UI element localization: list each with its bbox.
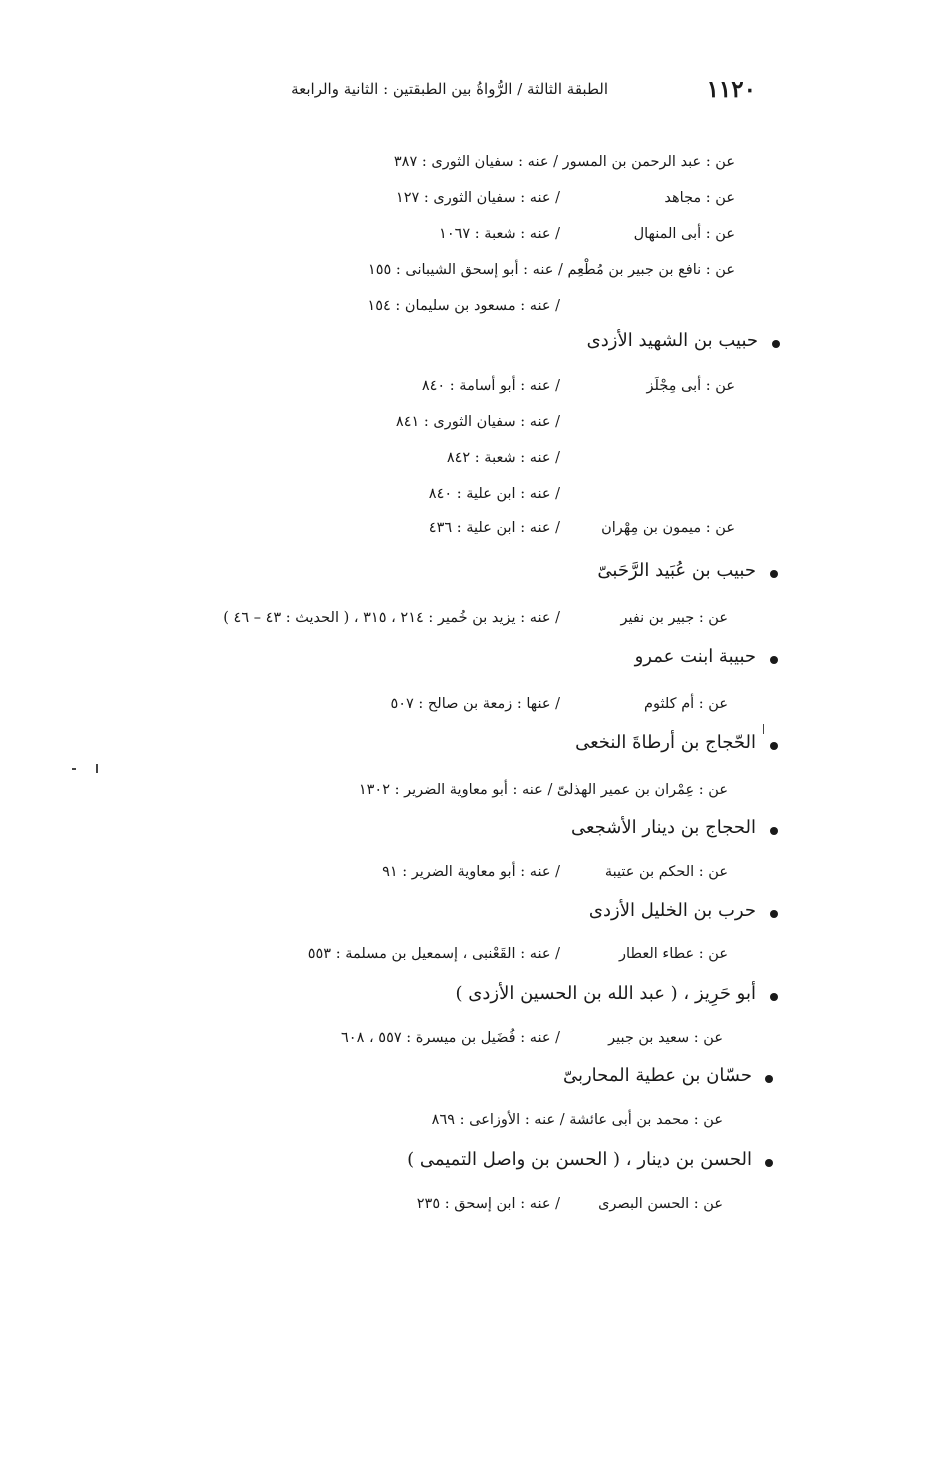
entry-row-to: / عنه : يزيد بن خُمير : ٢١٤ ، ٣١٥ ، ( الحديث : ٤٣ – ٤٦ ): [223, 610, 560, 626]
entry-heading: الحّجاج بن أرطاةَ النخعى: [575, 732, 756, 753]
entry-heading: حبيب بن الشهيد الأزدى: [586, 330, 758, 351]
entry-row-from: عن : الحسن البصرى: [598, 1196, 723, 1212]
entry-heading: حسّان بن عطية المحاربىّ: [562, 1065, 752, 1086]
entry-row-from: عن : مجاهد: [664, 190, 735, 206]
entry-bullet: [772, 340, 780, 348]
entry-heading: حرب بن الخليل الأزدى: [588, 900, 756, 921]
entry-row-to: / عنه : القَعْنبى ، إسمعيل بن مسلمة : ٥٥٣: [307, 946, 560, 962]
scan-mark: [96, 764, 98, 773]
entry-row-to: / عنه : مسعود بن سليمان : ١٥٤: [367, 298, 560, 314]
page-number: ١١٢٠: [706, 76, 756, 103]
entry-bullet: [770, 827, 778, 835]
entry-heading: الحسن بن دينار ، ( الحسن بن واصل التميمى ): [407, 1149, 752, 1170]
entry-row-to: / عنه : ابن علية : ٨٤٠: [428, 486, 560, 502]
entry-row-to: / عنه : سفيان الثورى : ١٢٧: [395, 190, 560, 206]
entry-row-from: عن : الحكم بن عتيبة: [604, 864, 728, 880]
entry-bullet: [765, 1075, 773, 1083]
entry-row-from: عن : جبير بن نفير: [620, 610, 728, 626]
entry-bullet: [770, 570, 778, 578]
entry-bullet: [770, 910, 778, 918]
running-header-title: الطبقة الثالثة / الرُّواةُ بين الطبقتين : الثانية والرابعة: [291, 80, 608, 98]
entry-row-to: / عنه : أبو معاوية الضرير : ٩١: [382, 864, 560, 880]
entry-heading: حبيب بن عُبَيد الرَّحَبىّ: [597, 560, 756, 581]
entry-row-to: / عنه : فُضَيل بن ميسرة : ٥٥٧ ، ٦٠٨: [341, 1030, 560, 1046]
entry-row-to: / عنه : أبو أسامة : ٨٤٠: [421, 378, 560, 394]
scan-mark: [763, 724, 764, 734]
entry-row: عن : عِمْران بن عمير الهذلىّ / عنه : أبو معاوية الضرير : ١٣٠٢: [358, 782, 728, 798]
entry-bullet: [770, 742, 778, 750]
entry-row: عن : عبد الرحمن بن المسور / عنه : سفيان الثورى : ٣٨٧: [393, 154, 735, 170]
entry-row-to: / عنه : شعبة : ١٠٦٧: [439, 226, 560, 242]
entry-row-to: / عنه : شعبة : ٨٤٢: [446, 450, 560, 466]
entry-bullet: [765, 1159, 773, 1167]
entry-bullet: [770, 993, 778, 1001]
entry-row: عن : محمد بن أبى عائشة / عنه : الأوزاعى : ٨٦٩: [431, 1112, 723, 1128]
entry-row-to: / عنه : ابن إسحق : ٢٣٥: [416, 1196, 560, 1212]
entry-row-to: / عنه : سفيان الثورى : ٨٤١: [395, 414, 560, 430]
entry-heading: الحجاج بن دينار الأشجعى: [571, 817, 756, 838]
entry-row-to: / عنها : زمعة بن صالح : ٥٠٧: [390, 696, 560, 712]
entry-row-to: / عنه : ابن علية : ٤٣٦: [428, 520, 560, 536]
entry-row-from: عن : أم كلثوم: [644, 696, 728, 712]
entry-row-from: عن : أبى مِجْلَز: [646, 378, 735, 394]
entry-bullet: [770, 656, 778, 664]
entry-heading: أبو حَرِيز ، ( عبد الله بن الحسين الأزدى ): [455, 983, 756, 1004]
entry-row-from: عن : ميمون بن مِهْران: [601, 520, 735, 536]
entry-row: عن : نافع بن جبير بن مُطْعِم / عنه : أبو إسحق الشيبانى : ١٥٥: [367, 262, 735, 278]
entry-row-from: عن : سعيد بن جبير: [608, 1030, 723, 1046]
entry-row-from: عن : عطاء العطار: [619, 946, 728, 962]
entry-row-from: عن : أبى المنهال: [633, 226, 735, 242]
scan-mark: [72, 768, 76, 770]
entry-heading: حبيبة ابنت عمرو: [634, 646, 756, 667]
